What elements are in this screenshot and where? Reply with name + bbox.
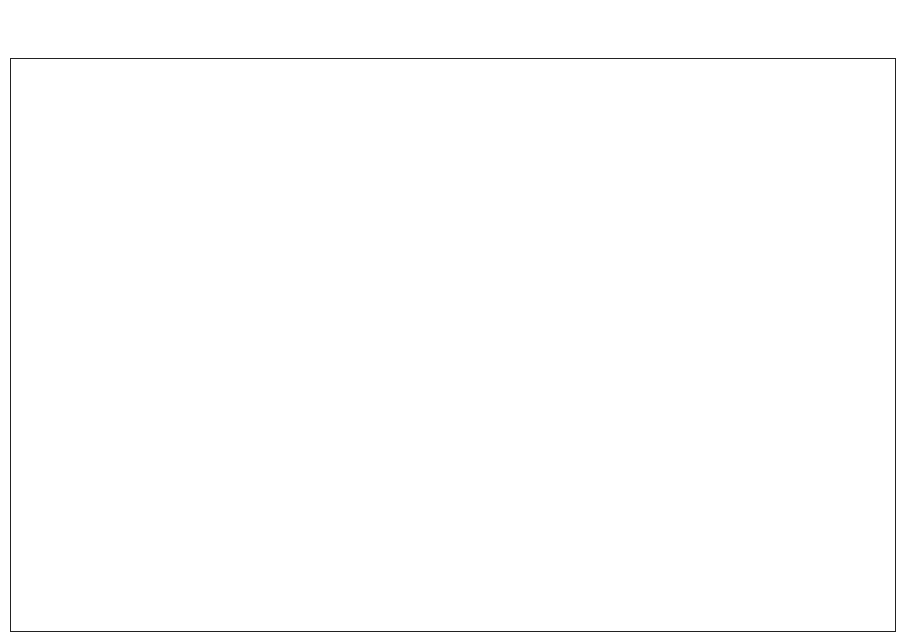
investment-table [10, 58, 896, 632]
